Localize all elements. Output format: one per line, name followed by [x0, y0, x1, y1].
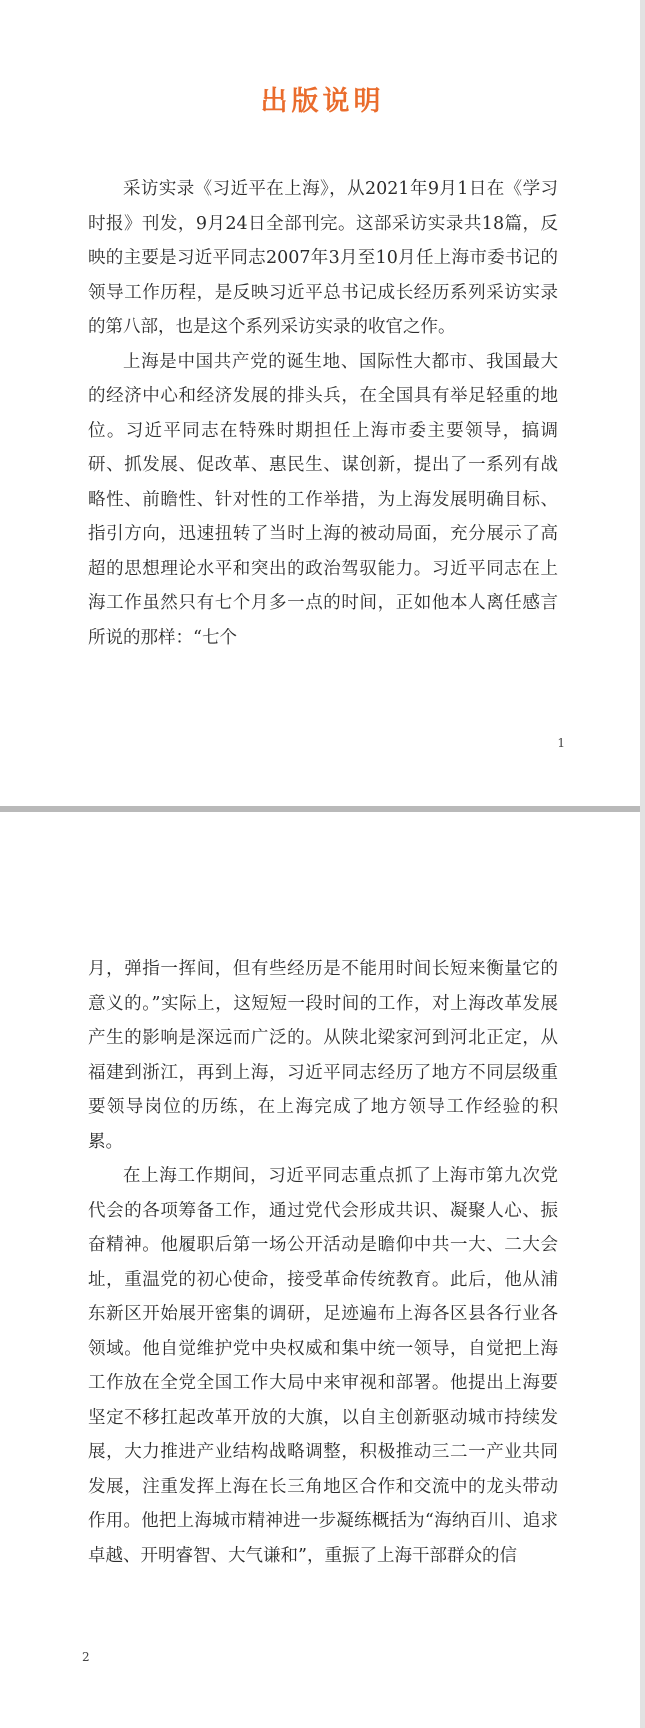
page-number: 1 [557, 736, 565, 750]
document-page-2 [0, 812, 645, 1728]
page-number: 2 [82, 1650, 90, 1664]
paragraph: 在上海工作期间，习近平同志重点抓了上海市第九次党代会的各项筹备工作，通过党代会形成共识、凝聚人心、振奋精神。他履职后第一场公开活动是瞻仰中共一大、二大会址，重温党的初心使命，接受革命传统教育。此后，他从浦东新区开始展开密集的调研，足迹遍布上海各区县各行业各领域。他自觉维护党中央权威和集中统一领导，自觉把上海工作放在全党全国工作大局中来审视和部署。他提出上海要坚定不移扛起改革开放的大旗，以自主创新驱动城市持续发展，大力推进产业结构战略调整，积极推动三二一产业共同发展，注重发挥上海在长三角地区合作和交流中的龙头带动作用。他把上海城市精神进一步凝练概括为“海纳百川、追求卓越、开明睿智、大气谦和”，重振了上海干部群众的信 [88, 1166, 558, 1566]
paragraph: 月，弹指一挥间，但有些经历是不能用时间长短来衡量它的意义的。”实际上，这短短一段时间的工作，对上海改革发展产生的影响是深远而广泛的。从陕北梁家河到河北正定，从福建到浙江，再到上海，习近平同志经历了地方不同层级重要领导岗位的历练，在上海完成了地方领导工作经验的积累。 [88, 959, 558, 1152]
viewer-scroll-edge [640, 0, 645, 1728]
paragraph: 采访实录《习近平在上海》，从2021年9月1日在《学习时报》刊发，9月24日全部刊完。这部采访实录共18篇，反映的主要是习近平同志2007年3月至10月任上海市委书记的领导工作历程，是反映习近平总书记成长经历系列采访实录的第八部，也是这个系列采访实录的收官之作。 [88, 179, 558, 337]
paragraph: 上海是中国共产党的诞生地、国际性大都市、我国最大的经济中心和经济发展的排头兵，在全国具有举足轻重的地位。习近平同志在特殊时期担任上海市委主要领导，搞调研、抓发展、促改革、惠民生、谋创新，提出了一系列有战略性、前瞻性、针对性的工作举措，为上海发展明确目标、指引方向，迅速扭转了当时上海的被动局面，充分展示了高超的思想理论水平和突出的政治驾驭能力。习近平同志在上海工作虽然只有七个月多一点的时间，正如他本人离任感言所说的那样：“七个 [88, 351, 558, 648]
document-page-1 [0, 0, 645, 806]
page-title: 出版说明 [260, 86, 385, 117]
body-text [88, 952, 558, 1573]
body-text [88, 172, 558, 655]
